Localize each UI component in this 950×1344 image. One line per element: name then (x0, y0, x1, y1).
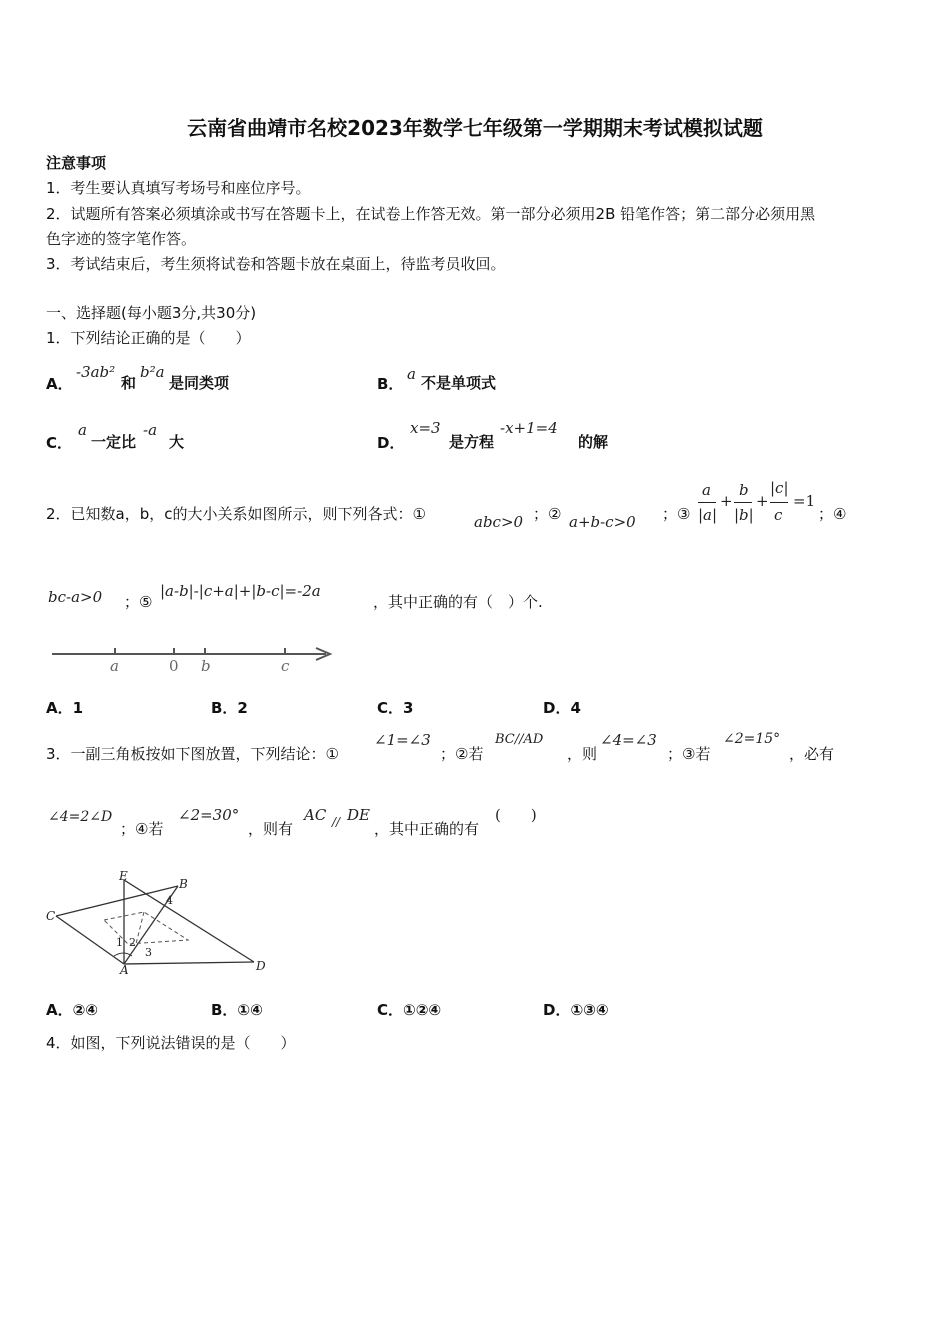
q2-sep-4: ；⑤ (124, 593, 153, 611)
q1-c-expr1: a (78, 421, 87, 439)
q2-tail: ，其中正确的有（ ）个. (373, 593, 543, 611)
q3-option-d: D．①③④ (543, 1001, 609, 1019)
q2-e3-fracbar-b (734, 502, 752, 503)
label-c: c (281, 657, 290, 675)
q3-expr-6: ∠2=30° (178, 806, 240, 824)
notice-heading: 注意事项 (46, 154, 107, 172)
label-a: a (110, 657, 119, 675)
q2-e3-plus-2: + (756, 492, 769, 510)
label-e: E (119, 869, 128, 883)
segment-ed (124, 880, 254, 962)
q2-expr-2: a+b-c>0 (569, 513, 636, 531)
q3-sep-1: ；②若 (440, 745, 484, 763)
q1-option-b-label: B． (377, 375, 404, 393)
q3-sep-4: ，必有 (789, 745, 835, 763)
q2-number-line (48, 640, 338, 676)
q2-expr-4: bc-a>0 (48, 588, 103, 606)
q2-e3-den-b: |b| (734, 506, 754, 524)
q1-option-c-label: C． (46, 434, 73, 452)
q3-option-c: C．①②④ (377, 1001, 442, 1019)
q1-stem: 1．下列结论正确的是（ ） (46, 329, 251, 347)
q2-e3-fracbar-a (698, 502, 716, 503)
section-heading: 一、选择题(每小题3分,共30分) (46, 304, 257, 322)
q2-option-b: B．2 (211, 699, 248, 717)
q3-expr-3: ∠4=∠3 (600, 731, 657, 749)
q1-c-expr2: -a (143, 421, 158, 439)
q2-e3-rhs: =1 (793, 492, 816, 510)
q3-expr-4: ∠2=15° (723, 731, 781, 747)
q3-expr-7a: AC (304, 806, 327, 824)
q2-e3-fracbar-c (770, 502, 788, 503)
q2-sep-2: ；③ (662, 505, 691, 523)
q1-a-and: 和 (121, 374, 137, 392)
label-b: b (201, 657, 211, 675)
q3-expr-5: ∠4=2∠D (48, 809, 113, 825)
q3-stem: 3．一副三角板按如下图放置，下列结论：① (46, 745, 339, 763)
q2-stem: 2．已知数a，b，c的大小关系如图所示，则下列各式：① (46, 505, 426, 523)
q1-d-expr1: x=3 (410, 419, 441, 437)
q3-paren: ( ) (495, 806, 537, 824)
q3-expr-2: BC//AD (495, 732, 544, 747)
notice-item-1: 1．考生要认真填写考场号和座位序号。 (46, 179, 311, 197)
q3-sep-5: ；④若 (120, 820, 164, 838)
q2-sep-3: ；④ (818, 505, 847, 523)
q1-c-text1: 一定比 (91, 433, 137, 451)
label-4: 4 (166, 894, 173, 907)
notice-item-2a: 2．试题所有答案必须填涂或书写在答题卡上，在试卷上作答无效。第一部分必须用2B 铅笔作答；第二部分必须用黑 (46, 205, 816, 223)
label-c: C (46, 909, 56, 923)
q2-e3-num-b: b (739, 481, 749, 499)
segment-ad (124, 962, 254, 964)
q3-expr-1: ∠1=∠3 (374, 731, 431, 749)
q1-b-text: 不是单项式 (421, 374, 497, 392)
q1-b-expr: a (407, 365, 416, 383)
q2-e3-den-c: c (774, 506, 783, 524)
q2-e3-num-c: |c| (770, 479, 789, 497)
q1-option-a-label: A． (46, 375, 73, 393)
q2-option-a: A．1 (46, 699, 84, 717)
q2-expr-1: abc>0 (474, 513, 524, 531)
q3-tail: ，其中正确的有 (374, 820, 480, 838)
label-d: D (256, 959, 266, 973)
q3-sep-2: ，则 (567, 745, 598, 763)
q2-e3-den-a: |a| (698, 506, 718, 524)
q1-d-text2: 的解 (578, 433, 609, 451)
label-2: 2 (129, 936, 136, 949)
q2-sep-1: ；② (533, 505, 562, 523)
label-a: A (120, 963, 129, 977)
label-3: 3 (145, 946, 152, 959)
q3-expr-7b: // (332, 815, 341, 829)
q1-a-expr1: -3ab² (76, 363, 116, 381)
notice-item-3: 3．考试结束后，考生须将试卷和答题卡放在桌面上，待监考员收回。 (46, 255, 506, 273)
q1-d-text1: 是方程 (449, 433, 495, 451)
q3-expr-7c: DE (347, 806, 370, 824)
q3-figure (44, 866, 274, 978)
q2-e3-plus-1: + (720, 492, 733, 510)
segment-ca (56, 916, 124, 964)
label-1: 1 (116, 936, 123, 949)
q2-option-d: D．4 (543, 699, 581, 717)
q1-c-text2: 大 (169, 433, 185, 451)
q1-option-d-label: D． (377, 434, 405, 452)
q2-option-c: C．3 (377, 699, 414, 717)
q3-sep-6: ，则有 (248, 820, 294, 838)
q1-a-text: 是同类项 (169, 374, 230, 392)
q3-option-a: A．②④ (46, 1001, 99, 1019)
notice-item-2b: 色字迹的签字笔作答。 (46, 230, 197, 248)
q4-stem: 4．如图，下列说法错误的是（ ） (46, 1034, 296, 1052)
label-b: B (179, 877, 188, 891)
q1-d-expr2: -x+1=4 (500, 419, 558, 437)
q3-option-b: B．①④ (211, 1001, 263, 1019)
page-title: 云南省曲靖市名校2023年数学七年级第一学期期末考试模拟试题 (187, 116, 763, 140)
q1-a-expr2: b²a (140, 363, 165, 381)
label-0: 0 (169, 657, 179, 675)
q2-e3-num-a: a (702, 481, 711, 499)
q3-sep-3: ；③若 (667, 745, 711, 763)
q2-expr-5: |a-b|-|c+a|+|b-c|=-2a (160, 582, 321, 600)
dashed-inner (136, 912, 144, 944)
